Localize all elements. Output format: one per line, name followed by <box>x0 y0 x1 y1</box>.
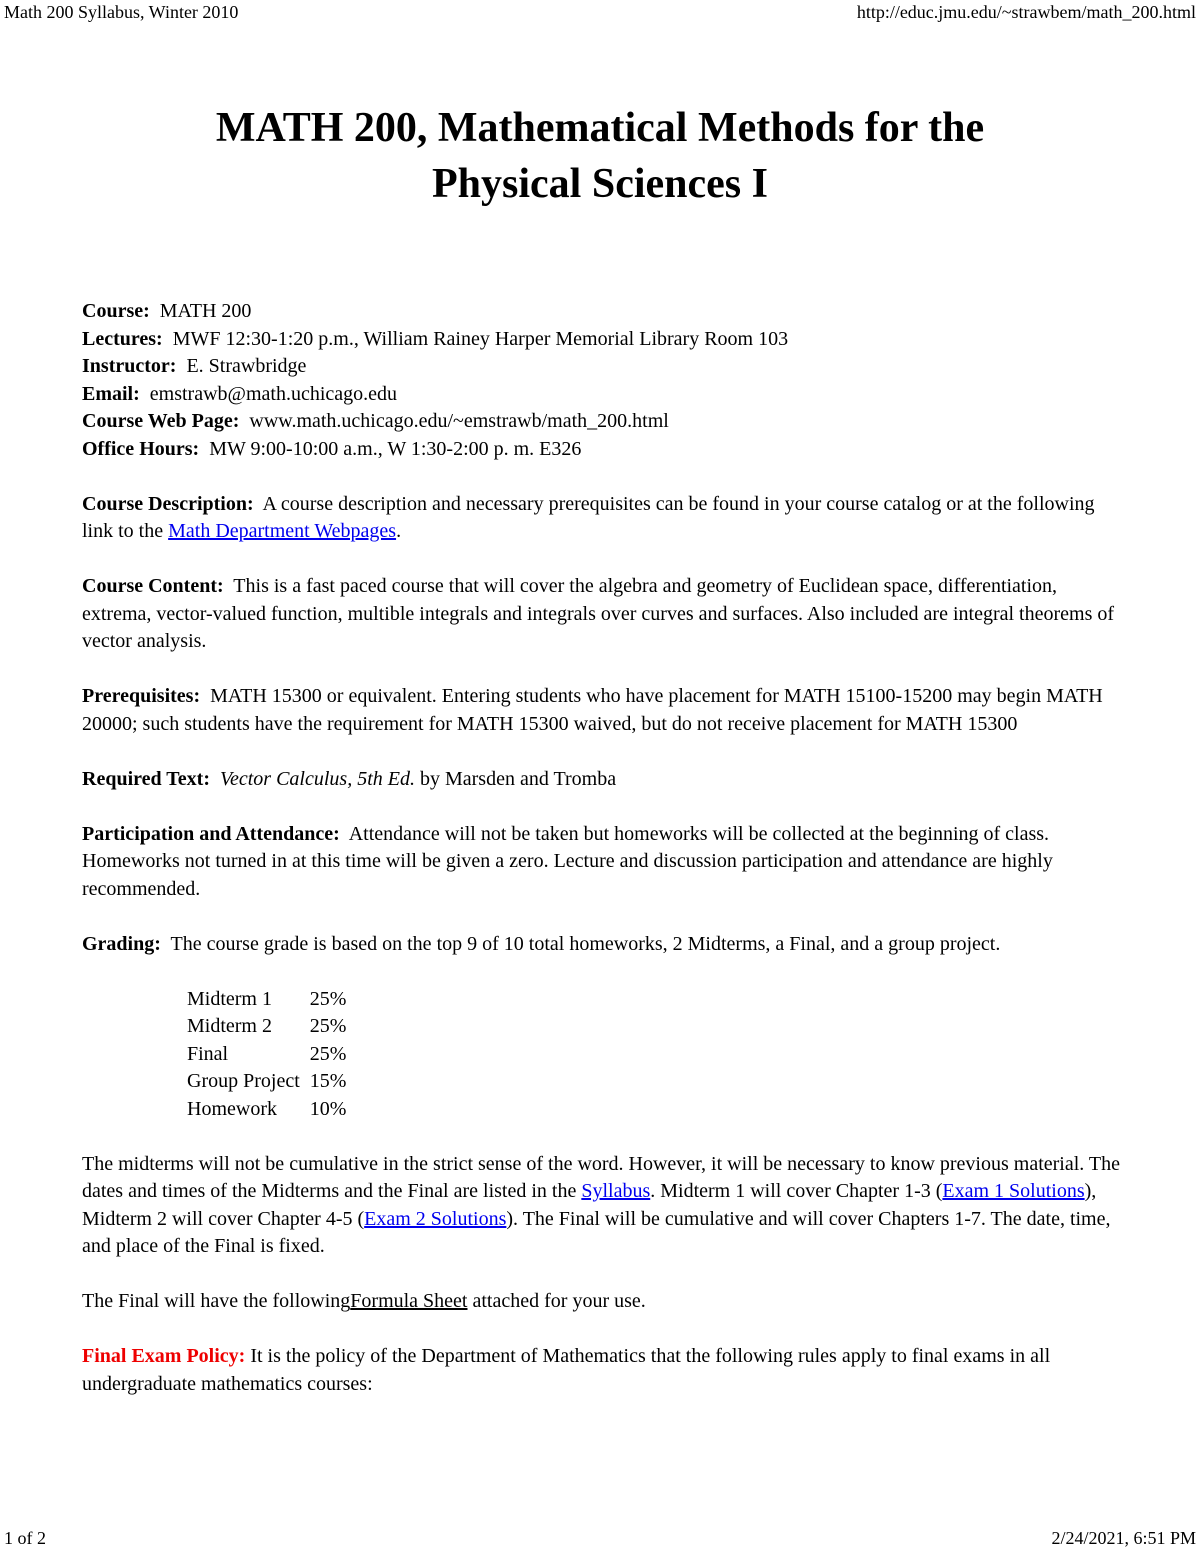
grade-weight: 15% <box>309 1070 347 1092</box>
grade-item: Final <box>187 1042 229 1065</box>
participation <box>82 821 1122 904</box>
grade-weight: 10% <box>309 1097 347 1120</box>
page-count: 1 of 2 <box>4 1528 46 1548</box>
course-content-label: Course Content: <box>82 575 224 597</box>
syllabus-link[interactable]: Syllabus <box>581 1180 651 1202</box>
midterms-text-2: . Midterm 1 will cover Chapter 1-3 ( <box>650 1180 943 1202</box>
participation-text: Attendance will not be taken but homeworks will be collected at the beginning of class. Homeworks not turned in at this time will be given a zero. Lecture and discussion participation and attendance are highly recommended. <box>82 822 1053 900</box>
course-description <box>82 491 1122 546</box>
required-text <box>82 766 1122 794</box>
page-title-line2: Physical Sciences I <box>432 161 768 207</box>
page-title <box>0 100 1200 212</box>
course-label: Course: <box>82 300 150 322</box>
formula-text-2: attached for your use. <box>467 1290 646 1312</box>
email-value: emstrawb@math.uchicago.edu <box>149 382 398 405</box>
web-page-label: Course Web Page: <box>82 410 240 432</box>
textbook-authors: by Marsden and Tromba <box>419 767 617 790</box>
print-timestamp: 2/24/2021, 6:51 PM <box>1051 1528 1196 1548</box>
grade-row <box>187 1068 346 1096</box>
course-info <box>82 298 1122 463</box>
print-footer <box>0 1528 1200 1549</box>
email-label: Email: <box>82 382 140 405</box>
grading-label: Grading: <box>82 932 161 955</box>
instructor-line <box>82 353 1122 381</box>
course-value: MATH 200 <box>159 300 252 322</box>
grade-item: Midterm 1 <box>187 987 272 1010</box>
course-line <box>82 298 1122 326</box>
instructor-value: E. Strawbridge <box>186 355 307 377</box>
grade-table <box>187 986 346 1124</box>
syllabus-content <box>82 298 1122 1426</box>
prerequisites-text: MATH 15300 or equivalent. Entering students who have placement for MATH 15100-15200 may begin MATH 20000; such students have the requirement for MATH 15300 waived, but do not receive placement for MATH 15300 <box>82 685 1103 735</box>
grading-text: The course grade is based on the top 9 of 10 total homeworks, 2 Midterms, a Final, and a group project. <box>170 932 1001 955</box>
page-title-line1: MATH 200, Mathematical Methods for the <box>215 105 985 151</box>
exam-2-solutions-link[interactable]: Exam 2 Solutions <box>364 1207 507 1230</box>
final-exam-policy-label: Final Exam Policy: <box>82 1345 246 1367</box>
midterms-text-3: ), Midterm 2 will cover Chapter 4-5 ( <box>82 1180 1097 1230</box>
textbook-title: Vector Calculus, 5th Ed. <box>219 767 415 790</box>
office-hours-line <box>82 436 1122 464</box>
grade-item: Midterm 2 <box>187 1015 272 1037</box>
print-header-title: Math 200 Syllabus, Winter 2010 <box>4 2 239 22</box>
office-hours-value: MW 9:00-10:00 a.m., W 1:30-2:00 p. m. E326 <box>209 437 582 460</box>
course-description-end: . <box>396 520 402 542</box>
office-hours-label: Office Hours: <box>82 437 200 460</box>
math-department-link[interactable]: Math Department Webpages <box>168 520 397 542</box>
prerequisites-label: Prerequisites: <box>82 685 201 707</box>
grade-item: Group Project <box>187 1070 300 1092</box>
lectures-label: Lectures: <box>82 327 163 350</box>
midterms-text-1: The midterms will not be cumulative in the strict sense of the word. However, it will be necessary to know previous material. The dates and times of the Midterms and the Final are listed in the <box>82 1152 1121 1202</box>
print-header <box>0 2 1200 23</box>
grade-row <box>187 1013 346 1041</box>
final-exam-policy <box>82 1343 1122 1398</box>
course-content-text: This is a fast paced course that will cover the algebra and geometry of Euclidean space, differentiation, extrema, vector-valued function, multible integrals and integrals over curves and surfaces. Also included are integral theorems of vector analysis. <box>82 575 1115 652</box>
lectures-value: MWF 12:30-1:20 p.m., William Rainey Harper Memorial Library Room 103 <box>172 327 789 350</box>
web-page-value: www.math.uchicago.edu/~emstrawb/math_200.html <box>249 410 669 432</box>
prerequisites <box>82 683 1122 738</box>
final-exam-policy-text: It is the policy of the Department of Mathematics that the following rules apply to final exams in all undergraduate mathematics courses: <box>82 1345 1051 1395</box>
participation-label: Participation and Attendance: <box>82 822 340 845</box>
midterms-text-4: ). The Final will be cumulative and will cover Chapters 1-7. The date, time, and place of the Final is fixed. <box>82 1207 1111 1257</box>
course-description-text: A course description and necessary prerequisites can be found in your course catalog or at the following link to the <box>82 492 1095 542</box>
grade-weight: 25% <box>309 1042 347 1065</box>
web-page-line <box>82 408 1122 436</box>
course-content <box>82 573 1122 656</box>
formula-sheet-info <box>82 1288 1122 1316</box>
email-line <box>82 381 1122 409</box>
required-text-label: Required Text: <box>82 767 210 790</box>
grading <box>82 931 1122 959</box>
exam-1-solutions-link[interactable]: Exam 1 Solutions <box>942 1180 1085 1202</box>
grade-weight: 25% <box>309 987 347 1010</box>
grade-weight: 25% <box>309 1015 347 1037</box>
instructor-label: Instructor: <box>82 355 177 377</box>
grade-row <box>187 986 346 1014</box>
midterms-info <box>82 1151 1122 1261</box>
grade-item: Homework <box>187 1097 277 1120</box>
grade-row <box>187 1041 346 1069</box>
course-description-label: Course Description: <box>82 492 254 515</box>
formula-text-1: The Final will have the following <box>82 1290 351 1312</box>
grade-row <box>187 1096 346 1124</box>
lectures-line <box>82 326 1122 354</box>
formula-sheet-link[interactable]: Formula Sheet <box>350 1290 468 1312</box>
print-header-url: http://educ.jmu.edu/~strawbem/math_200.html <box>856 2 1196 22</box>
